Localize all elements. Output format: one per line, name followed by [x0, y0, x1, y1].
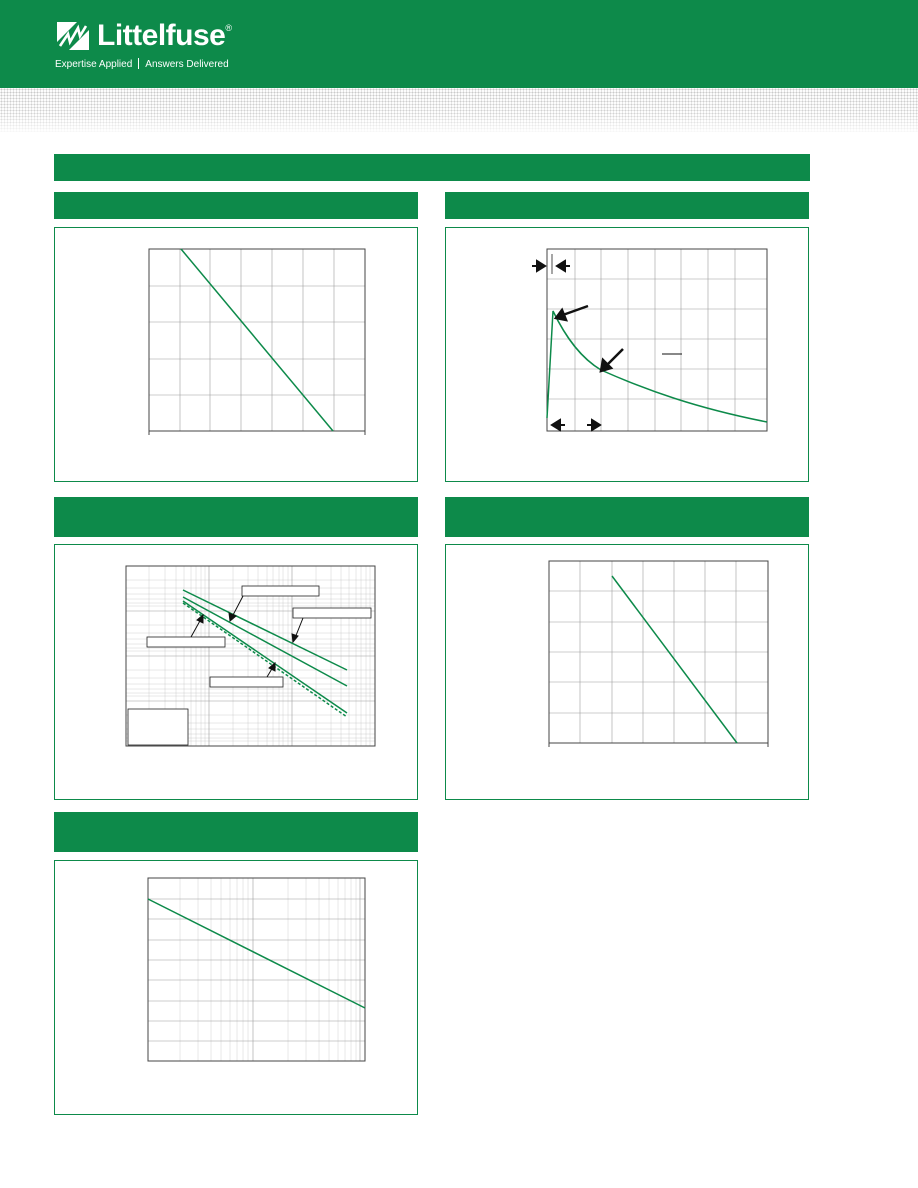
figure-3-label-box: [293, 608, 371, 618]
arrow-icon: [557, 261, 570, 271]
littelfuse-logo-icon: [55, 20, 91, 52]
figure-1-curve: [181, 249, 333, 431]
figure-4-title-bar: [445, 497, 809, 537]
arrow-icon: [601, 349, 623, 371]
figure-3-label-box: [210, 677, 283, 687]
figure-3-label-box: [242, 586, 319, 596]
figure-2-title-bar: [445, 192, 809, 219]
figure-3-label-box: [147, 637, 225, 647]
figure-3-legend-box: [128, 709, 188, 745]
figure-2-chart: [446, 228, 808, 481]
figure-1-title-bar: [54, 192, 418, 219]
page-header: [0, 0, 918, 88]
figure-2-panel: [445, 227, 809, 482]
figure-3-chart: [55, 545, 417, 799]
figure-5-panel: [54, 860, 418, 1115]
arrow-icon: [556, 306, 588, 320]
arrow-icon: [229, 596, 243, 621]
figure-3-panel: [54, 544, 418, 800]
figure-2-waveform: [547, 311, 767, 422]
figure-1-panel: [54, 227, 418, 482]
arrow-icon: [532, 261, 545, 271]
figure-5-curve: [148, 899, 365, 1008]
arrow-icon: [587, 420, 600, 430]
arrow-icon: [292, 618, 303, 642]
section-title-bar: [54, 154, 810, 181]
figure-5-chart: [55, 861, 417, 1114]
figure-5-title-bar: [54, 812, 418, 852]
brand-name: Littelfuse®: [97, 19, 232, 52]
figure-4-curve: [612, 576, 737, 743]
figure-3-title-bar: [54, 497, 418, 537]
header-dot-pattern: [0, 88, 918, 132]
arrow-icon: [552, 420, 565, 430]
figure-1-chart: [55, 228, 417, 481]
figure-4-panel: [445, 544, 809, 800]
brand-tagline: Expertise Applied Answers Delivered: [55, 59, 229, 70]
figure-4-chart: [446, 545, 808, 799]
